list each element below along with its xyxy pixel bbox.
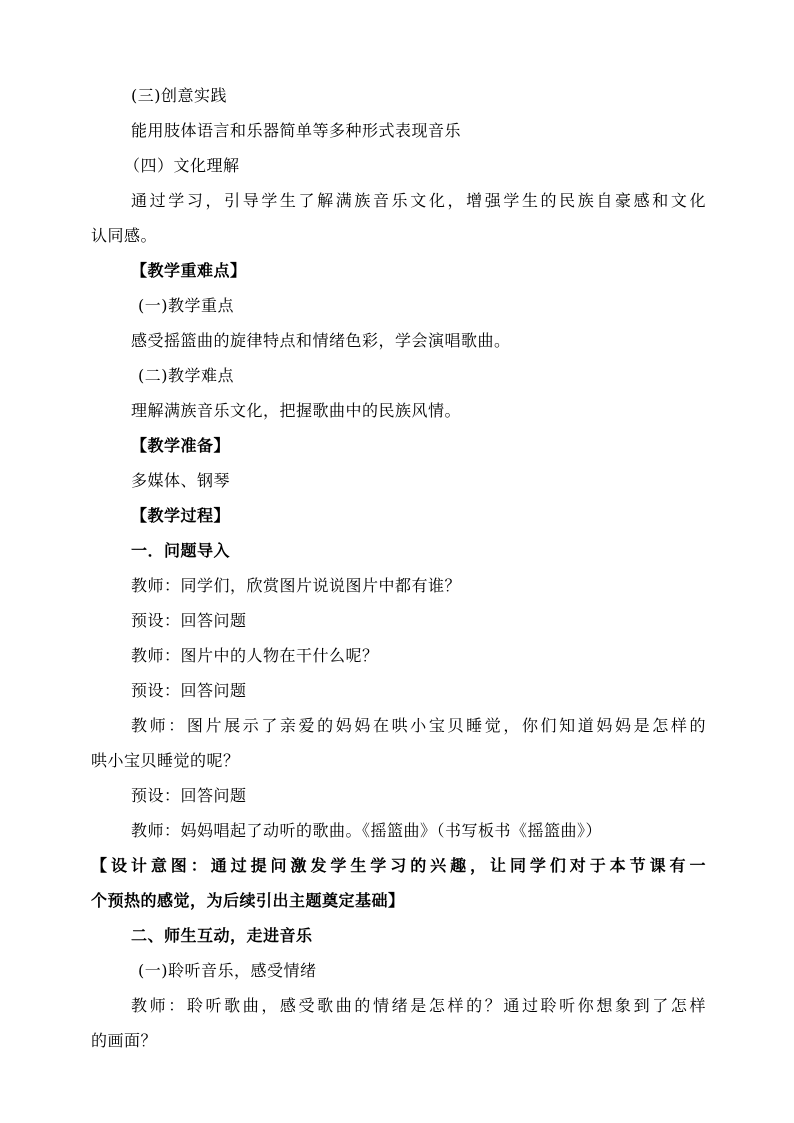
- dialog-teacher-5-line2: 的画面？: [91, 1031, 158, 1050]
- dialog-teacher-2: 教师：图片中的人物在干什么呢？: [131, 646, 379, 665]
- dialog-teacher-4: 教师：妈妈唱起了动听的歌曲。《摇篮曲》（书写板书《摇篮曲》）: [131, 821, 603, 840]
- subheading-listen-music: (一)聆听音乐，感受情绪: [138, 961, 317, 980]
- paragraph-cultural-understanding-line1: 通过学习，引导学生了解满族音乐文化，增强学生的民族自豪感和文化: [131, 191, 706, 210]
- heading-cultural-understanding: （四）文化理解: [124, 156, 240, 175]
- paragraph-cultural-understanding-line2: 认同感。: [91, 226, 158, 245]
- section-heading-key-points: 【教学重难点】: [131, 261, 247, 280]
- dialog-preset-2: 预设：回答问题: [131, 681, 247, 700]
- dialog-teacher-3-line2: 哄小宝贝睡觉的呢？: [91, 751, 240, 770]
- paragraph-creative-practice: 能用肢体语言和乐器简单等多种形式表现音乐: [131, 121, 462, 140]
- design-intent-line2: 个预热的感觉，为后续引出主题奠定基础】: [91, 891, 405, 910]
- dialog-teacher-5-line1: 教师：聆听歌曲，感受歌曲的情绪是怎样的？通过聆听你想象到了怎样: [131, 996, 706, 1015]
- heading-creative-practice: (三)创意实践: [131, 86, 227, 105]
- dialog-teacher-1: 教师：同学们，欣赏图片说说图片中都有谁？: [131, 576, 462, 595]
- paragraph-teaching-difficulty: 理解满族音乐文化，把握歌曲中的民族风情。: [131, 401, 462, 420]
- design-intent-line1: 【设计意图：通过提问激发学生学习的兴趣，让同学们对于本节课有一: [91, 856, 706, 875]
- subsection-heading-question-intro: 一．问题导入: [131, 541, 231, 560]
- subheading-teaching-focus: (一)教学重点: [138, 296, 234, 315]
- section-heading-preparation: 【教学准备】: [131, 436, 231, 455]
- subsection-heading-interaction: 二、师生互动，走进音乐: [131, 926, 313, 945]
- dialog-teacher-3-line1: 教师：图片展示了亲爱的妈妈在哄小宝贝睡觉，你们知道妈妈是怎样的: [131, 716, 706, 735]
- paragraph-teaching-focus: 感受摇篮曲的旋律特点和情绪色彩，学会演唱歌曲。: [131, 331, 511, 350]
- paragraph-preparation: 多媒体、钢琴: [131, 471, 231, 490]
- dialog-preset-3: 预设：回答问题: [131, 786, 247, 805]
- section-heading-process: 【教学过程】: [131, 506, 231, 525]
- dialog-preset-1: 预设：回答问题: [131, 611, 247, 630]
- subheading-teaching-difficulty: (二)教学难点: [138, 366, 234, 385]
